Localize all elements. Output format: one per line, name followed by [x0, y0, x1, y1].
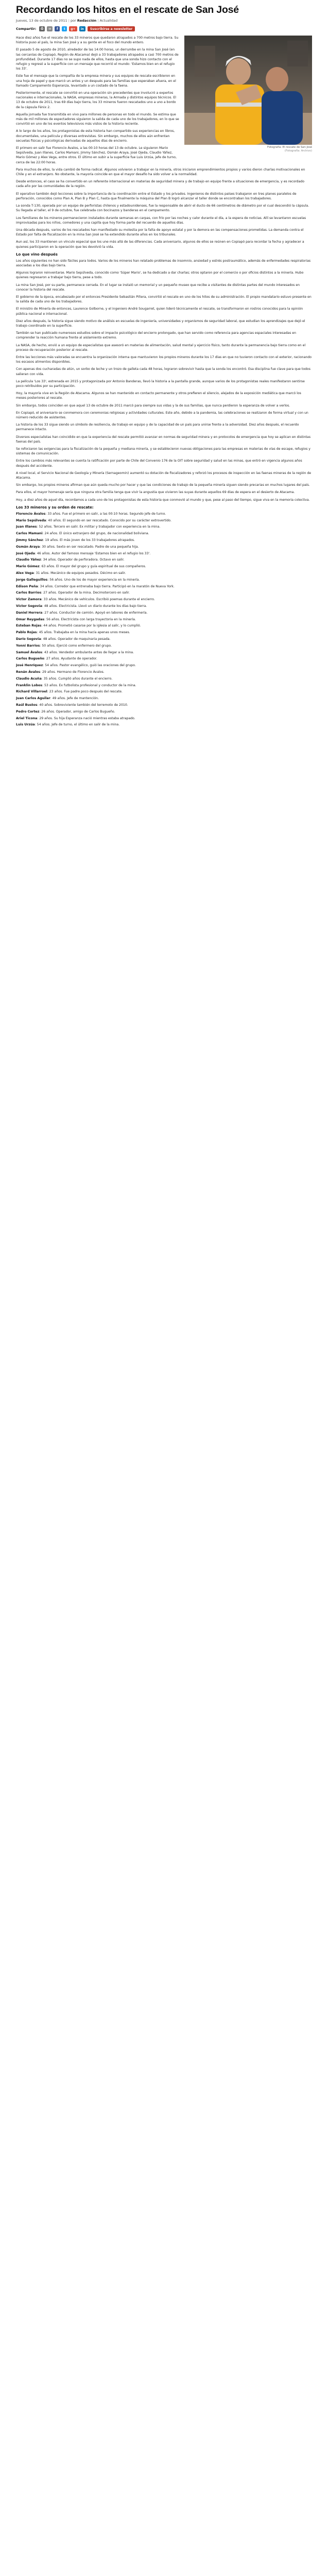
miner-name: Juan Illanes	[16, 525, 37, 529]
list-item: Pedro Cortez: 26 años. Operador, amigo de Carlos Bugueño.	[16, 709, 115, 714]
miner-name: Jimmy Sánchez	[16, 538, 43, 543]
miner-name: Edison Peña	[16, 584, 38, 588]
miner-description: 43 años. Vendedor ambulante antes de llegar a la mina.	[44, 650, 134, 654]
miner-description: 34 años. Operador de perforadora. Octavo en salir.	[43, 558, 125, 562]
miner-name: Osmán Araya	[16, 545, 40, 549]
paragraph: El primero en salir fue Florencio Ávalos, a las 00:10 horas del 13 de octubre. Le siguieron Mario Sepúlveda, Juan Illanes, Carlos Mamani, Jimmy Sánchez, Osmán Araya, José Ojeda, Claudio Yáñez, Mario Gómez y Alex Vega, entre otros. El último en subir a la superficie fue Luis Urzúa, jefe de turno, cerca de las 22:00 horas.	[16, 146, 177, 164]
share-label: Compartir:	[16, 27, 37, 31]
miner-name: Renán Ávalos	[16, 670, 40, 674]
article-title: Recordando los hitos en el rescate de San José	[16, 4, 239, 15]
miner-name: Darío Segovia	[16, 637, 41, 641]
miner-name: Raúl Bustos	[16, 703, 38, 707]
paragraph: Para ellos, el mayor homenaje sería que ninguna otra familia tenga que vivir la angustia que vivieron las suyas durante aquellos 69 días de espera en el desierto de Atacama.	[16, 490, 295, 495]
article-author[interactable]: Redacción	[77, 19, 97, 23]
miner-description: 48 años. Electricista. Llevó un diario durante los días bajo tierra.	[44, 604, 147, 608]
photo-caption: Fotografía: El rescate de San José	[267, 146, 312, 149]
miner-description: 44 años. Prometió casarse por la iglesia al salir, y lo cumplió.	[43, 624, 141, 628]
paragraph: El operativo también dejó lecciones sobre la importancia de la coordinación entre el Estado y los privados. Ingenieros de distintos países trabajaron en tres planes paralelos de perforación, conocidos como Plan A, Plan B y Plan C, hasta que finalmente la máquina del Plan B logró alcanzar el taller donde se encontraban los trabajadores.	[16, 192, 297, 200]
paragraph: Con apenas dos cucharadas de atún, un sorbo de leche y un trozo de galleta cada 48 horas, lograron sobrevivir hasta que la sonda los encontró. Esa disciplina fue clave para que todos salieran con vida.	[16, 367, 310, 376]
miner-description: 56 años. Uno de los de mayor experiencia en la minería.	[49, 578, 140, 582]
miner-description: 19 años. El más joven de los 33 trabajadores atrapados.	[45, 538, 135, 543]
miner-description: 30 años. Sexto en ser rescatado. Padre de una pequeña hija.	[42, 545, 139, 549]
paragraph: Aun así, los 33 mantienen un vínculo especial que los une más allá de las diferencias. Cada aniversario, algunos de ellos se reúnen en Copiapó para recordar la fecha y agradecer a quienes participaron en la operación que les devolvió la vida.	[16, 240, 304, 249]
paragraph: Entre los cambios más relevantes se cuenta la ratificación por parte de Chile del Convenio 176 de la OIT sobre seguridad y salud en las minas, que entró en vigencia algunos años después del accidente.	[16, 459, 302, 468]
googleplus-icon[interactable]: g+	[69, 26, 77, 31]
miner-description: 26 años. Operador, amigo de Carlos Bugueño.	[41, 709, 115, 714]
rescue-photo	[184, 36, 312, 145]
miner-description: 49 años. Jefe de mantención.	[52, 697, 99, 701]
miner-description: 33 años. Mecánico de vehículos. Escribió poemas durante el encierro.	[43, 598, 155, 602]
miner-description: 45 años. Trabajaba en la mina hacía apenas unos meses.	[39, 631, 130, 635]
miner-name: José Henríquez	[16, 664, 43, 668]
miner-description: 56 años. Electricista con larga trayectoria en la minería.	[46, 617, 136, 621]
list-item: Ariel Ticona: 29 años. Su hija Esperanza nació mientras estaba atrapado.	[16, 716, 135, 720]
photo-credit: (Fotografía: Archivo)	[284, 149, 312, 152]
paragraph: También se han publicado numerosos estudios sobre el impacto psicológico del encierro prolongado, que han servido como referencia para agencias espaciales interesadas en comprender la reacción humana frente al aislamiento extremo.	[16, 331, 297, 340]
list-item: Claudio Acuña: 35 años. Cumplió años durante el encierro.	[16, 676, 113, 681]
miner-name: José Ojeda	[16, 551, 35, 555]
miner-description: 54 años. Pastor evangélico, guió las oraciones del grupo.	[45, 664, 136, 668]
paragraph: El ministro de Minería de entonces, Laurence Golborne, y el ingeniero André Sougarret, quien lideró técnicamente el rescate, se transformaron en rostros conocidos para la opinión pública nacional e internacional.	[16, 307, 303, 316]
miner-description: 54 años. Jefe de turno, el último en salir de la mina.	[37, 723, 120, 727]
miner-name: Yonni Barrios	[16, 643, 40, 648]
miner-name: Víctor Zamora	[16, 598, 42, 602]
list-item: Edison Peña: 34 años. Corredor que entrenaba bajo tierra. Participó en la maratón de Nueva York.	[16, 584, 175, 588]
miner-name: Mario Sepúlveda	[16, 518, 46, 522]
miner-name: Carlos Mamani	[16, 532, 43, 536]
section-heading: Lo que vino después	[16, 252, 58, 257]
list-item: Raúl Bustos: 40 años. Sobreviviente también del terremoto de 2010.	[16, 703, 128, 707]
miner-description: 63 años. El mayor del grupo y guía espiritual de sus compañeros.	[41, 565, 146, 569]
paragraph: Los años siguientes no han sido fáciles para todos. Varios de los mineros han relatado problemas de insomnio, ansiedad y estrés postraumático, además de enfermedades respiratorias asociadas a los días bajo tierra.	[16, 259, 311, 267]
paragraph: La NASA, de hecho, envió a un equipo de especialistas que asesoró en materias de alimentación, salud mental y ejercicio físico, tanto durante la permanencia bajo tierra como en el proceso de recuperación posterior al rescate.	[16, 343, 306, 352]
miner-name: Omar Reygadas	[16, 617, 44, 621]
list-item: Mario Gómez: 63 años. El mayor del grupo y guía espiritual de sus compañeros.	[16, 565, 146, 569]
miner-description: 29 años. Su hija Esperanza nació mientras estaba atrapado.	[39, 716, 135, 720]
paragraph: A lo largo de los años, los protagonistas de esta historia han compartido sus experiencias en libros, documentales, una película y diversas entrevistas. Sin embargo, muchos de ellos aún enfrentan secuelas físicas y psicológicas derivadas de aquellos días de encierro.	[16, 129, 175, 143]
miner-name: Ariel Ticona	[16, 716, 38, 720]
miner-name: Florencio Ávalos	[16, 512, 46, 516]
twitter-icon[interactable]: t	[62, 26, 67, 31]
paragraph: El pasado 5 de agosto de 2010, alrededor de las 14:00 horas, un derrumbe en la mina San José (en las cercanías de Copiapó, Región de Atacama) dejó a 33 trabajadores atrapados a casi 700 metros de profundidad. Durante 17 días no se supo nada de ellos, hasta que una sonda hizo contacto con el refugio y regresó a la superficie con un mensaje que recorrió el mundo: 'Estamos bien en el refugio los 33'.	[16, 48, 179, 71]
miner-description: 24 años. El único extranjero del grupo, de nacionalidad boliviana.	[44, 532, 149, 536]
list-item: Pablo Rojas: 45 años. Trabajaba en la mina hacía apenas unos meses.	[16, 631, 130, 635]
list-item: Víctor Segovia: 48 años. Electricista. Llevó un diario durante los días bajo tierra.	[16, 604, 147, 608]
paragraph: A nivel local, el Servicio Nacional de Geología y Minería (Sernageomin) aumentó su dotación de fiscalizadores y reforzó los procesos de inspección en las faenas mineras de la región de Atacama.	[16, 471, 312, 480]
list-item: Claudio Yáñez: 34 años. Operador de perforadora. Octavo en salir.	[16, 558, 125, 562]
miner-name: Daniel Herrera	[16, 611, 43, 615]
list-item: Carlos Barrios: 27 años. Operador de la mina. Decimotercero en salir.	[16, 591, 130, 595]
print-icon[interactable]: ⎙	[39, 26, 45, 31]
list-item: Richard Villarroel: 23 años. Fue padre poco después del rescate.	[16, 690, 123, 694]
miner-name: Alex Vega	[16, 571, 34, 575]
miner-description: 48 años. Operador de maquinaria pesada.	[43, 637, 111, 641]
list-item: Esteban Rojas: 44 años. Prometió casarse por la iglesia al salir, y lo cumplió.	[16, 624, 141, 628]
paragraph: En Copiapó, el aniversario se conmemora con ceremonias religiosas y actividades culturales. Este año, debido a la pandemia, las celebraciones se realizaron de forma virtual y con un número reducido de asistentes.	[16, 411, 308, 419]
miner-name: Pedro Cortez	[16, 709, 40, 714]
miner-description: 35 años. Cumplió años durante el encierro.	[43, 676, 113, 681]
miner-name: Jorge Galleguillos	[16, 578, 48, 582]
miners-list	[16, 512, 312, 727]
miner-description: 46 años. Autor del famoso mensaje 'Estamos bien en el refugio los 33'.	[37, 551, 151, 555]
miner-description: 27 años. Operador de la mina. Decimotercero en salir.	[43, 591, 130, 595]
article-section[interactable]: Actualidad	[99, 19, 118, 23]
list-item: Osmán Araya: 30 años. Sexto en ser rescatado. Padre de una pequeña hija.	[16, 545, 139, 549]
list-item: Darío Segovia: 48 años. Operador de maquinaria pesada.	[16, 637, 111, 641]
rescue-photo-illustration	[184, 36, 312, 145]
list-item: Samuel Ávalos: 43 años. Vendedor ambulante antes de llegar a la mina.	[16, 650, 134, 654]
meta-separator: |	[68, 19, 70, 23]
mail-icon[interactable]: ✉	[47, 26, 53, 31]
paragraph: Una década después, varios de los rescatados han manifestado su molestia por la falta de apoyo estatal y por la demora en las compensaciones prometidas. La demanda contra el Estado por falta de fiscalización en la mina San José se ha extendido durante años en los tribunales.	[16, 228, 304, 237]
paragraph: Este fue el mensaje que la compañía de la empresa minera y sus equipos de rescate escribieron en una hoja de papel y que marcó un antes y un después para las familias que esperaban afuera, en el llamado Campamento Esperanza, levantado a un costado de la faena.	[16, 74, 176, 88]
paragraph: La mina San José, por su parte, permanece cerrada. En el lugar se instaló un memorial y un pequeño museo que recibe a visitantes de distintas partes del mundo interesados en conocer la historia del rescate.	[16, 283, 300, 292]
miner-name: Claudio Acuña	[16, 676, 42, 681]
paragraph: Hace diez años fue el rescate de los 33 mineros que quedaron atrapados a 700 metros bajo tierra. Su historia puso al país, la mina San José y a su gente en el foco del mundo entero.	[16, 36, 179, 45]
article-page	[16, 0, 312, 729]
miner-description: 52 años. Tercero en salir. Ex militar y trabajador con experiencia en la mina.	[39, 525, 161, 529]
list-item: Alex Vega: 31 años. Mecánico de equipos pesados. Décimo en salir.	[16, 571, 126, 575]
article-meta	[16, 19, 312, 23]
miner-name: Juan Carlos Aguilar	[16, 697, 50, 701]
paragraph: La sonda T-130, operada por un equipo de perforistas chilenos y estadounidenses, fue la responsable de abrir el ducto de 66 centímetros de diámetro por el cual descendió la cápsula. Su llegada al taller, el 9 de octubre, fue celebrada con bocinazos y banderas en el campamento.	[16, 204, 309, 213]
paragraph: Sin embargo, los propios mineros afirman que aún queda mucho por hacer y que las condiciones de trabajo de la pequeña minería siguen siendo precarias en muchos lugares del país.	[16, 483, 310, 487]
paragraph: Aquella jornada fue transmitida en vivo para millones de personas en todo el mundo. Se estima que más de mil millones de espectadores siguieron la salida de cada uno de los trabajadores, en lo que se convirtió en uno de los eventos televisivos más vistos de la historia reciente.	[16, 112, 179, 126]
miner-description: 23 años. Fue padre poco después del rescate.	[49, 690, 123, 694]
miner-description: 40 años. Sobreviviente también del terremoto de 2010.	[39, 703, 128, 707]
miner-name: Carlos Bugueño	[16, 657, 44, 661]
list-item: José Henríquez: 54 años. Pastor evangélico, guió las oraciones del grupo.	[16, 664, 136, 668]
paragraph: Desde entonces, el caso se ha convertido en un referente internacional en materias de seguridad minera y de trabajo en equipo frente a situaciones de emergencia, y es recordado cada año por las comunidades de la región.	[16, 180, 304, 189]
paragraph: Entre las lecciones más valoradas se encuentra la organización interna que mantuvieron los propios mineros durante los 17 días en que no tuvieron contacto con el exterior, racionando los escasos alimentos disponibles.	[16, 355, 312, 364]
paragraph: La película 'Los 33', estrenada en 2015 y protagonizada por Antonio Banderas, llevó la historia a la pantalla grande, aunque varios de los protagonistas reales manifestaron sentirse poco retribuidos por su participación.	[16, 379, 305, 388]
article-date: Jueves, 13 de octubre de 2011	[16, 19, 67, 23]
miner-name: Samuel Ávalos	[16, 650, 42, 654]
list-item: Jimmy Sánchez: 19 años. El más joven de los 33 trabajadores atrapados.	[16, 538, 135, 543]
share-toolbar	[16, 26, 312, 31]
paragraph: La historia de los 33 sigue siendo un símbolo de resiliencia, de trabajo en equipo y de la capacidad de un país para unirse frente a la adversidad. Diez años después, el recuerdo permanece intacto.	[16, 423, 299, 432]
list-item: Luis Urzúa: 54 años. Jefe de turno, el último en salir de la mina.	[16, 723, 120, 727]
paragraph: Diez años después, la historia sigue siendo motivo de análisis en escuelas de ingeniería, universidades y organismos de seguridad laboral, que estudian los aprendizajes que dejó el trabajo coordinado en la superficie.	[16, 319, 305, 328]
article-photo	[184, 36, 312, 153]
miner-description: 31 años. Mecánico de equipos pesados. Décimo en salir.	[36, 571, 126, 575]
miner-description: 53 años. Ex futbolista profesional y conductor de la mina.	[44, 683, 136, 687]
subscribe-newsletter-button[interactable]: Suscribirse a newsletter	[88, 26, 135, 31]
list-item: Yonni Barrios: 50 años. Ejerció como enfermero del grupo.	[16, 643, 112, 648]
miner-name: Esteban Rojas	[16, 624, 42, 628]
miners-list-heading: Los 33 mineros y su orden de rescate:	[16, 505, 94, 510]
paragraph: Posteriormente, el rescate se convirtió en una operación sin precedentes que involucró a expertos nacionales e internacionales, la NASA, empresas mineras, la Armada y distintos equipos técnicos. El 13 de octubre de 2011, tras 69 días bajo tierra, los 33 mineros fueron rescatados uno a uno a bordo de la cápsula Fénix 2.	[16, 91, 176, 109]
paragraph: Diversos especialistas han coincidido en que la experiencia del rescate permitió avanzar en normas de seguridad minera y en protocolos de emergencia que hoy se aplican en distintas faenas del país.	[16, 435, 311, 444]
list-item: Jorge Galleguillos: 56 años. Uno de los de mayor experiencia en la minería.	[16, 578, 140, 582]
list-item: Juan Carlos Aguilar: 49 años. Jefe de mantención.	[16, 697, 99, 701]
list-item: Florencio Ávalos: 33 años. Fue el primero en salir, a las 00:10 horas. Segundo jefe de turno.	[16, 512, 166, 516]
miner-name: Claudio Yáñez	[16, 558, 41, 562]
paragraph: El gobierno de la época, encabezado por el entonces Presidente Sebastián Piñera, convirtió el rescate en uno de los hitos de su administración. El propio mandatario estuvo presente en la salida de cada uno de los trabajadores.	[16, 295, 312, 304]
paragraph: Hoy, la mayoría vive en la Región de Atacama. Algunos se han mantenido en contacto permanente y otros prefieren el silencio, alejados de la exposición mediática que marcó los meses posteriores al rescate.	[16, 392, 301, 400]
list-item: Víctor Zamora: 33 años. Mecánico de vehículos. Escribió poemas durante el encierro.	[16, 598, 155, 602]
list-item: Renán Ávalos: 29 años. Hermano de Florencio Ávalos.	[16, 670, 105, 674]
list-item: Juan Illanes: 52 años. Tercero en salir. Ex militar y trabajador con experiencia en la mina.	[16, 525, 161, 529]
facebook-icon[interactable]: f	[55, 26, 60, 31]
paragraph: Los familiares de los mineros permanecieron instalados durante semanas en carpas, con frío por las noches y calor durante el día, a la espera de noticias. Allí se levantaron escuelas improvisadas para los niños, comedores y una capilla que hoy forma parte del recuerdo de aquellos días.	[16, 216, 306, 225]
miner-description: 27 años. Ayudante de operador.	[46, 657, 97, 661]
miner-description: 40 años. El segundo en ser rescatado. Conocido por su carácter extrovertido.	[48, 518, 171, 522]
miner-description: 33 años. Fue el primero en salir, a las 00:10 horas. Segundo jefe de turno.	[47, 512, 166, 516]
miner-name: Víctor Segovia	[16, 604, 42, 608]
miner-name: Mario Gómez	[16, 565, 40, 569]
paragraph: Sin embargo, todos coinciden en que aquel 13 de octubre de 2011 marcó para siempre sus vidas y la de sus familias, que nunca perdieron la esperanza de volver a verlos.	[16, 403, 290, 408]
linkedin-icon[interactable]: in	[79, 26, 85, 31]
miner-description: 29 años. Hermano de Florencio Ávalos.	[42, 670, 105, 674]
miner-name: Carlos Barrios	[16, 591, 42, 595]
paragraph: Se reforzaron las exigencias para la fiscalización de la pequeña y mediana minería, y se establecieron nuevas obligaciones para las empresas en materias de vías de escape, refugios y sistemas de comunicación.	[16, 447, 310, 456]
list-item: Daniel Herrera: 27 años. Conductor de camión. Apoyó en labores de enfermería.	[16, 611, 148, 615]
paragraph: Hoy, a diez años de aquel día, recordamos a cada uno de los protagonistas de esta historia que conmovió al mundo y que, pese al paso del tiempo, sigue viva en la memoria colectiva.	[16, 498, 310, 502]
list-item: Mario Sepúlveda: 40 años. El segundo en ser rescatado. Conocido por su carácter extrovertido.	[16, 518, 171, 522]
miner-name: Richard Villarroel	[16, 690, 47, 694]
miner-name: Luis Urzúa	[16, 723, 35, 727]
list-item: Omar Reygadas: 56 años. Electricista con larga trayectoria en la minería.	[16, 617, 136, 621]
miner-description: 50 años. Ejerció como enfermero del grupo.	[42, 643, 112, 648]
miner-description: 34 años. Corredor que entrenaba bajo tierra. Participó en la maratón de Nueva York.	[40, 584, 175, 588]
miner-name: Pablo Rojas	[16, 631, 37, 635]
list-item: Carlos Bugueño: 27 años. Ayudante de operador.	[16, 657, 97, 661]
miner-name: Franklin Lobos	[16, 683, 42, 687]
paragraph: Para muchos de ellos, la vida cambió de forma radical. Algunos volvieron a trabajar en la minería, otros iniciaron emprendimientos propios y varios dieron charlas motivacionales en Chile y en el extranjero. No obstante, la mayoría coincide en que el mayor desafío ha sido volver a la normalidad.	[16, 167, 305, 177]
author-prefix: por	[70, 19, 76, 23]
article-body	[16, 36, 312, 729]
list-item: José Ojeda: 46 años. Autor del famoso mensaje 'Estamos bien en el refugio los 33'.	[16, 551, 151, 555]
list-item: Carlos Mamani: 24 años. El único extranjero del grupo, de nacionalidad boliviana.	[16, 532, 149, 536]
meta-separator-2: |	[97, 19, 99, 23]
paragraph: Algunos lograron reinventarse. Mario Sepúlveda, conocido como 'Súper Mario', se ha dedicado a dar charlas; otros optaron por el comercio o por oficios distintos a la minería. Hubo quienes regresaron a trabajar bajo tierra, pese a todo.	[16, 271, 304, 280]
miner-description: 27 años. Conductor de camión. Apoyó en labores de enfermería.	[44, 611, 148, 615]
list-item: Franklin Lobos: 53 años. Ex futbolista profesional y conductor de la mina.	[16, 683, 136, 687]
